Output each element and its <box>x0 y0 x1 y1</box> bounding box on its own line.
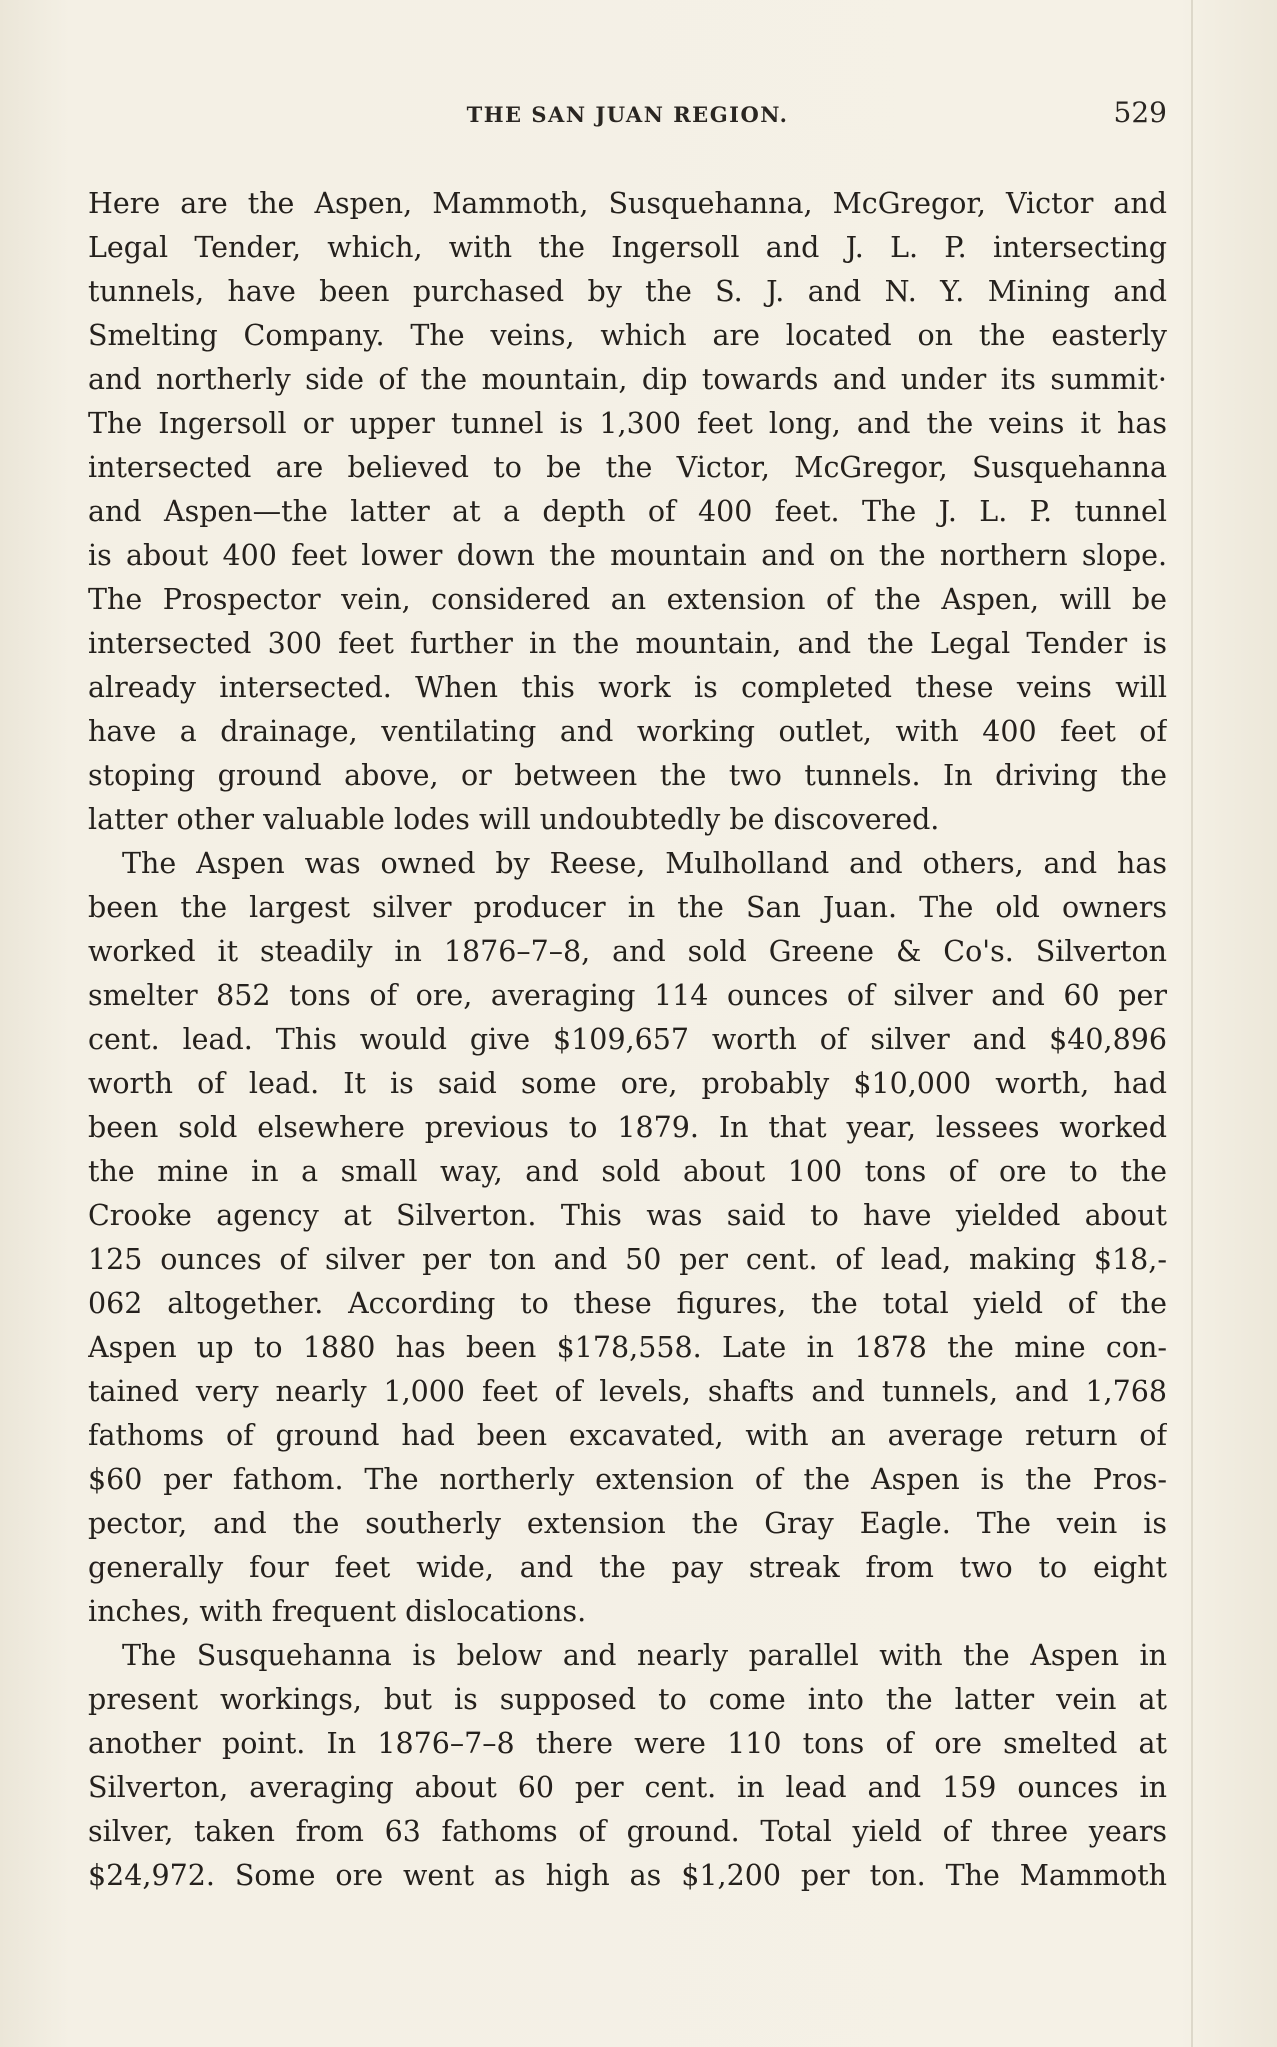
text-line: already intersected. When this work is completed these veins will <box>88 671 1167 704</box>
text-line: intersected are believed to be the Victor, McGregor, Susquehanna <box>88 451 1167 484</box>
text-line: have a drainage, ventilating and working outlet, with 400 feet of <box>88 715 1167 748</box>
text-line: worked it steadily in 1876–7–8, and sold Greene & Co's. Silverton <box>88 935 1167 968</box>
text-line: the mine in a small way, and sold about 100 tons of ore to the <box>88 1155 1167 1188</box>
text-line: The Ingersoll or upper tunnel is 1,300 feet long, and the veins it has <box>88 407 1167 440</box>
running-head: THE SAN JUAN REGION. <box>466 102 789 127</box>
text-line: $24,972. Some ore went as high as $1,200 per ton. The Mammoth <box>88 1859 1167 1892</box>
text-line: stoping ground above, or between the two tunnels. In driving the <box>88 759 1167 792</box>
text-line: Smelting Company. The veins, which are located on the easterly <box>88 319 1167 352</box>
text-line: pector, and the southerly extension the Gray Eagle. The vein is <box>88 1507 1167 1540</box>
text-line: tunnels, have been purchased by the S. J. and N. Y. Mining and <box>88 275 1167 308</box>
text-line: Aspen up to 1880 has been $178,558. Late in 1878 the mine con- <box>88 1331 1167 1364</box>
text-line: fathoms of ground had been excavated, with an average return of <box>88 1419 1167 1452</box>
text-line: The Aspen was owned by Reese, Mulholland and others, and has <box>122 847 1167 880</box>
body-text <box>88 182 1167 1898</box>
page-number: 529 <box>1113 96 1167 129</box>
text-line: Crooke agency at Silverton. This was said to have yielded about <box>88 1199 1167 1232</box>
text-line: Silverton, averaging about 60 per cent. in lead and 159 ounces in <box>88 1771 1167 1804</box>
text-line: smelter 852 tons of ore, averaging 114 ounces of silver and 60 per <box>88 979 1167 1012</box>
text-line: latter other valuable lodes will undoubtedly be discovered. <box>88 803 940 836</box>
text-line: and Aspen—the latter at a depth of 400 feet. The J. L. P. tunnel <box>88 495 1167 528</box>
page-header <box>88 96 1167 136</box>
text-line: The Susquehanna is below and nearly parallel with the Aspen in <box>122 1639 1167 1672</box>
text-line: and northerly side of the mountain, dip towards and under its summit· <box>88 363 1167 396</box>
text-line: tained very nearly 1,000 feet of levels, shafts and tunnels, and 1,768 <box>88 1375 1167 1408</box>
text-line: 062 altogether. According to these figures, the total yield of the <box>88 1287 1167 1320</box>
text-line: The Prospector vein, considered an extension of the Aspen, will be <box>88 583 1167 616</box>
text-line: worth of lead. It is said some ore, probably $10,000 worth, had <box>88 1067 1167 1100</box>
text-line: generally four feet wide, and the pay streak from two to eight <box>88 1551 1167 1584</box>
scan-edge <box>1191 0 1193 2047</box>
text-line: intersected 300 feet further in the mountain, and the Legal Tender is <box>88 627 1167 660</box>
text-line: been the largest silver producer in the San Juan. The old owners <box>88 891 1167 924</box>
text-line: silver, taken from 63 fathoms of ground. Total yield of three years <box>88 1815 1167 1848</box>
text-line: Here are the Aspen, Mammoth, Susquehanna, McGregor, Victor and <box>88 187 1167 220</box>
text-line: 125 ounces of silver per ton and 50 per cent. of lead, making $18,- <box>88 1243 1167 1276</box>
text-line: inches, with frequent dislocations. <box>88 1595 587 1628</box>
text-line: Legal Tender, which, with the Ingersoll and J. L. P. intersecting <box>88 231 1167 264</box>
text-line: another point. In 1876–7–8 there were 110 tons of ore smelted at <box>88 1727 1167 1760</box>
text-line: been sold elsewhere previous to 1879. In that year, lessees worked <box>88 1111 1167 1144</box>
text-line: $60 per fathom. The northerly extension of the Aspen is the Pros- <box>88 1463 1167 1496</box>
text-line: present workings, but is supposed to come into the latter vein at <box>88 1683 1167 1716</box>
text-line: is about 400 feet lower down the mountain and on the northern slope. <box>88 539 1167 572</box>
text-line: cent. lead. This would give $109,657 worth of silver and $40,896 <box>88 1023 1167 1056</box>
